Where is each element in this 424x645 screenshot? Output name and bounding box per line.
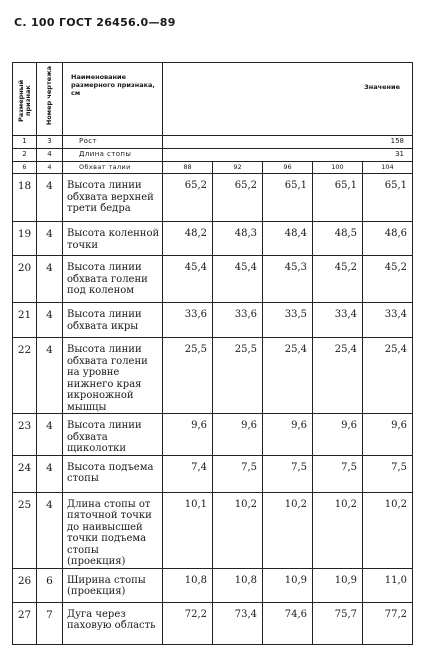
row-drawing: 4 <box>37 174 63 222</box>
info-row-foot <box>13 149 413 162</box>
info-label: Рост <box>63 136 163 149</box>
row-drawing: 6 <box>37 568 63 602</box>
row-name: Высота линии обхвата голени под коленом <box>63 256 163 303</box>
waist-size: 100 <box>313 162 363 174</box>
row-value: 65,1 <box>363 174 413 222</box>
row-value: 48,3 <box>213 222 263 256</box>
row-number: 26 <box>13 568 37 602</box>
row-value: 45,3 <box>263 256 313 303</box>
info-num: 2 <box>13 149 37 162</box>
row-value: 48,2 <box>163 222 213 256</box>
row-value: 7,5 <box>213 455 263 492</box>
waist-label: Обхват талии <box>63 162 163 174</box>
row-value: 9,6 <box>163 414 213 456</box>
row-drawing: 4 <box>37 492 63 568</box>
row-value: 7,4 <box>163 455 213 492</box>
row-value: 33,4 <box>313 303 363 338</box>
row-value: 45,2 <box>313 256 363 303</box>
row-number: 22 <box>13 338 37 414</box>
row-value: 65,1 <box>263 174 313 222</box>
row-value: 9,6 <box>313 414 363 456</box>
row-value: 7,5 <box>363 455 413 492</box>
row-value: 25,4 <box>263 338 313 414</box>
row-drawing: 4 <box>37 256 63 303</box>
row-value: 10,2 <box>263 492 313 568</box>
waist-size: 96 <box>263 162 313 174</box>
row-number: 27 <box>13 602 37 644</box>
table-row <box>13 338 413 414</box>
row-drawing: 4 <box>37 338 63 414</box>
row-name: Длина стопы от пяточной точки до наивысшей точки подъема стопы (проекция) <box>63 492 163 568</box>
waist-size: 88 <box>163 162 213 174</box>
row-value: 72,2 <box>163 602 213 644</box>
row-value: 7,5 <box>263 455 313 492</box>
row-value: 45,2 <box>363 256 413 303</box>
table-row <box>13 414 413 456</box>
header-drawing-no: Номер чертежа <box>37 63 63 136</box>
table-row <box>13 303 413 338</box>
row-name: Высота линии обхвата верхней трети бедра <box>63 174 163 222</box>
row-value: 9,6 <box>363 414 413 456</box>
row-value: 65,1 <box>313 174 363 222</box>
waist-size: 104 <box>363 162 413 174</box>
row-value: 45,4 <box>163 256 213 303</box>
row-name: Высота линии обхвата щиколотки <box>63 414 163 456</box>
row-value: 74,6 <box>263 602 313 644</box>
table-row <box>13 174 413 222</box>
measurements-table <box>12 62 413 645</box>
row-value: 7,5 <box>313 455 363 492</box>
table-header-row <box>13 63 413 136</box>
header-name: Наименование размерного признака, см <box>63 63 163 136</box>
row-value: 33,5 <box>263 303 313 338</box>
row-number: 24 <box>13 455 37 492</box>
info-row-height <box>13 136 413 149</box>
row-number: 21 <box>13 303 37 338</box>
row-value: 10,9 <box>263 568 313 602</box>
info-value: 31 <box>163 149 413 162</box>
table-row <box>13 455 413 492</box>
row-value: 9,6 <box>213 414 263 456</box>
row-number: 18 <box>13 174 37 222</box>
row-drawing: 7 <box>37 602 63 644</box>
row-value: 45,4 <box>213 256 263 303</box>
row-name: Ширина стопы (проекция) <box>63 568 163 602</box>
row-value: 10,8 <box>163 568 213 602</box>
row-drawing: 4 <box>37 222 63 256</box>
table-row <box>13 256 413 303</box>
row-value: 25,4 <box>363 338 413 414</box>
waist-size-row <box>13 162 413 174</box>
table-row <box>13 492 413 568</box>
info-label: Длина стопы <box>63 149 163 162</box>
row-drawing: 4 <box>37 303 63 338</box>
row-name: Высота линии обхвата икры <box>63 303 163 338</box>
row-value: 75,7 <box>313 602 363 644</box>
row-number: 20 <box>13 256 37 303</box>
row-name: Высота линии обхвата голени на уровне нижнего края икроножной мышцы <box>63 338 163 414</box>
row-number: 19 <box>13 222 37 256</box>
row-value: 33,6 <box>163 303 213 338</box>
row-drawing: 4 <box>37 455 63 492</box>
row-value: 48,5 <box>313 222 363 256</box>
row-name: Дуга через паховую область <box>63 602 163 644</box>
waist-size: 92 <box>213 162 263 174</box>
row-value: 25,4 <box>313 338 363 414</box>
row-number: 23 <box>13 414 37 456</box>
row-value: 65,2 <box>163 174 213 222</box>
row-name: Высота коленной точки <box>63 222 163 256</box>
row-value: 77,2 <box>363 602 413 644</box>
row-value: 10,2 <box>363 492 413 568</box>
row-value: 65,2 <box>213 174 263 222</box>
info-value: 158 <box>163 136 413 149</box>
row-value: 73,4 <box>213 602 263 644</box>
row-value: 25,5 <box>163 338 213 414</box>
row-value: 33,6 <box>213 303 263 338</box>
row-drawing: 4 <box>37 414 63 456</box>
row-value: 48,6 <box>363 222 413 256</box>
info-drawing: 4 <box>37 149 63 162</box>
waist-drawing: 4 <box>37 162 63 174</box>
header-size-feature-no: Размерный признак <box>13 63 37 136</box>
info-drawing: 3 <box>37 136 63 149</box>
waist-num: 6 <box>13 162 37 174</box>
info-num: 1 <box>13 136 37 149</box>
row-value: 10,8 <box>213 568 263 602</box>
page-header: С. 100 ГОСТ 26456.0—89 <box>14 16 176 29</box>
row-value: 10,1 <box>163 492 213 568</box>
row-value: 10,2 <box>313 492 363 568</box>
table-row <box>13 602 413 644</box>
row-value: 10,9 <box>313 568 363 602</box>
row-value: 9,6 <box>263 414 313 456</box>
header-value: Значение <box>163 63 413 136</box>
row-value: 10,2 <box>213 492 263 568</box>
row-value: 11,0 <box>363 568 413 602</box>
row-number: 25 <box>13 492 37 568</box>
table-row <box>13 222 413 256</box>
row-value: 48,4 <box>263 222 313 256</box>
table-row <box>13 568 413 602</box>
row-name: Высота подъема стопы <box>63 455 163 492</box>
row-value: 25,5 <box>213 338 263 414</box>
row-value: 33,4 <box>363 303 413 338</box>
